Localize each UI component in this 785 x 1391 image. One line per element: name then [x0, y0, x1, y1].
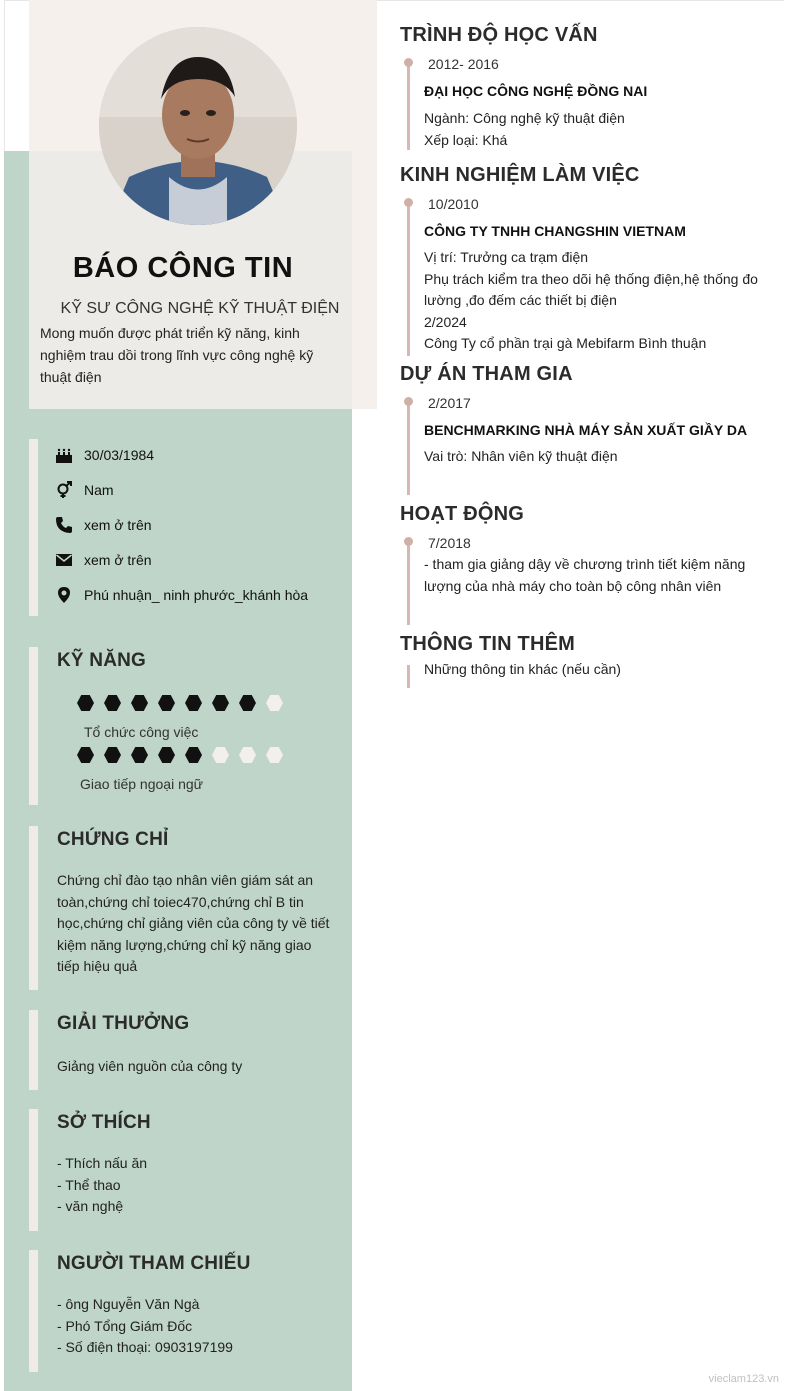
gender-icon [55, 481, 73, 499]
skill-level-icon [131, 695, 148, 711]
education-school: ĐẠI HỌC CÔNG NGHỆ ĐỒNG NAI [424, 83, 648, 99]
experience-company: CÔNG TY TNHH CHANGSHIN VIETNAM [424, 223, 686, 239]
experience-details [424, 247, 769, 355]
skill-level-icon [77, 695, 94, 711]
experience-date-2: 2/2024 [424, 313, 467, 330]
experience-role: Vị trí: Trưởng ca trạm điện [424, 249, 589, 265]
experience-description: Phụ trách kiểm tra theo dõi hệ thống điện,hệ thống đo lường ,đo đếm các thiết bị điện [424, 270, 758, 308]
hobby-item: - Thể thao [57, 1176, 121, 1193]
education-timeline-dot [404, 58, 413, 67]
project-role: Vai trò: Nhân viên kỹ thuật điện [424, 448, 618, 464]
references-accent-bar [29, 1250, 38, 1372]
skill-name-1: Tổ chức công việc [84, 724, 199, 740]
awards-text: Giảng viên nguồn của công ty [57, 1058, 243, 1074]
activities-timeline-dot [404, 537, 413, 546]
skill-level-icon [239, 695, 256, 711]
contact-accent-bar [29, 439, 38, 616]
skill-level-icon [185, 695, 202, 711]
email-value: xem ở trên [84, 552, 152, 568]
contact-birthday [55, 445, 154, 465]
education-date: 2012- 2016 [428, 56, 499, 72]
additional-info-title: THÔNG TIN THÊM [400, 633, 576, 655]
projects-timeline [407, 398, 410, 495]
activities-text: - tham gia giảng dậy về chương trình tiết kiệm năng lượng của nhà máy cho toàn bộ công nhân viên [424, 556, 746, 594]
skill-level-icon [185, 747, 202, 763]
career-objective: Mong muốn được phát triển kỹ năng, kinh nghiệm trau dồi trong lĩnh vực công nghệ kỹ thuật điện [40, 325, 314, 385]
avatar-photo-icon [99, 27, 297, 225]
education-timeline [407, 60, 410, 150]
skill-level-icon [131, 747, 148, 763]
hobby-item: - Thích nấu ăn [57, 1155, 148, 1171]
hobbies-accent-bar [29, 1109, 38, 1231]
awards-accent-bar [29, 1010, 38, 1090]
projects-timeline-dot [404, 397, 413, 406]
skill-level-icon [104, 747, 121, 763]
birthday-value: 30/03/1984 [84, 447, 155, 463]
additional-info-timeline [407, 665, 410, 688]
education-details [424, 108, 769, 151]
experience-timeline-dot [404, 198, 413, 207]
skill-level-icon [77, 747, 94, 763]
hobbies-title: SỞ THÍCH [57, 1112, 151, 1133]
hobby-item: - văn nghệ [57, 1198, 124, 1214]
experience-title: KINH NGHIỆM LÀM VIỆC [400, 164, 640, 186]
skill-level-icon [158, 695, 175, 711]
references-title: NGƯỜI THAM CHIẾU [57, 1253, 251, 1274]
skills-accent-bar [29, 647, 38, 805]
reference-item: - Số điện thoại: 0903197199 [57, 1339, 233, 1355]
skill-level-icon [212, 695, 229, 711]
certificates-title: CHỨNG CHỈ [57, 829, 169, 850]
certificates-text: Chứng chỉ đào tạo nhân viên giám sát an toàn,chứng chỉ toiec470,chứng chỉ B tin học,chứng chỉ giảng viên của công ty về tiết kiệm năng lượng,chứng chỉ kỹ năng giao tiếp hiệu quả [57, 872, 330, 974]
page-left-border [4, 0, 5, 151]
skill-level-icon [266, 747, 283, 763]
skills-title: KỸ NĂNG [57, 650, 147, 671]
experience-timeline [407, 200, 410, 356]
certificates-accent-bar [29, 826, 38, 990]
skill-level-icon [266, 695, 283, 711]
skill-rating-2 [77, 747, 283, 763]
skill-level-icon [158, 747, 175, 763]
birthday-cake-icon [55, 446, 73, 464]
reference-item: - Phó Tổng Giám Đốc [57, 1317, 193, 1334]
skill-name-2: Giao tiếp ngoại ngữ [80, 776, 204, 792]
phone-value: xem ở trên [84, 517, 152, 533]
skill-level-icon [104, 695, 121, 711]
education-line: Xếp loại: Khá [424, 131, 508, 148]
activities-date: 7/2018 [428, 535, 471, 551]
contact-phone [55, 515, 152, 535]
address-value: Phú nhuận_ ninh phước_khánh hòa [84, 587, 309, 603]
projects-title: DỰ ÁN THAM GIA [400, 363, 573, 385]
references-list [57, 1294, 332, 1359]
watermark: vieclam123.vn [708, 1373, 779, 1385]
contact-email [55, 550, 152, 570]
location-pin-icon [55, 586, 73, 604]
gender-value: Nam [84, 482, 114, 498]
skill-level-icon [239, 747, 256, 763]
hobbies-list [57, 1153, 332, 1218]
phone-icon [55, 516, 73, 534]
candidate-name: BÁO CÔNG TIN [72, 252, 294, 284]
skill-rating-1 [77, 695, 283, 711]
education-title: TRÌNH ĐỘ HỌC VẤN [400, 24, 598, 46]
skill-level-icon [212, 747, 229, 763]
awards-title: GIẢI THƯỞNG [57, 1013, 190, 1034]
reference-item: - ông Nguyễn Văn Ngà [57, 1296, 200, 1312]
experience-company-2: Công Ty cổ phần trại gà Mebifarm Bình thuận [424, 335, 707, 351]
contact-gender [55, 480, 114, 500]
email-icon [55, 551, 73, 569]
projects-date: 2/2017 [428, 395, 471, 411]
additional-info-text: Những thông tin khác (nếu cần) [424, 661, 621, 677]
job-title: KỸ SƯ CÔNG NGHỆ KỸ THUẬT ĐIỆN [60, 300, 340, 317]
project-name: BENCHMARKING NHÀ MÁY SẢN XUẤT GIẦY DA [424, 422, 748, 438]
avatar [99, 27, 297, 225]
activities-timeline [407, 538, 410, 625]
education-line: Ngành: Công nghệ kỹ thuật điện [424, 110, 625, 126]
experience-date: 10/2010 [428, 196, 479, 212]
contact-address [55, 585, 308, 605]
activities-title: HOẠT ĐỘNG [400, 503, 525, 525]
